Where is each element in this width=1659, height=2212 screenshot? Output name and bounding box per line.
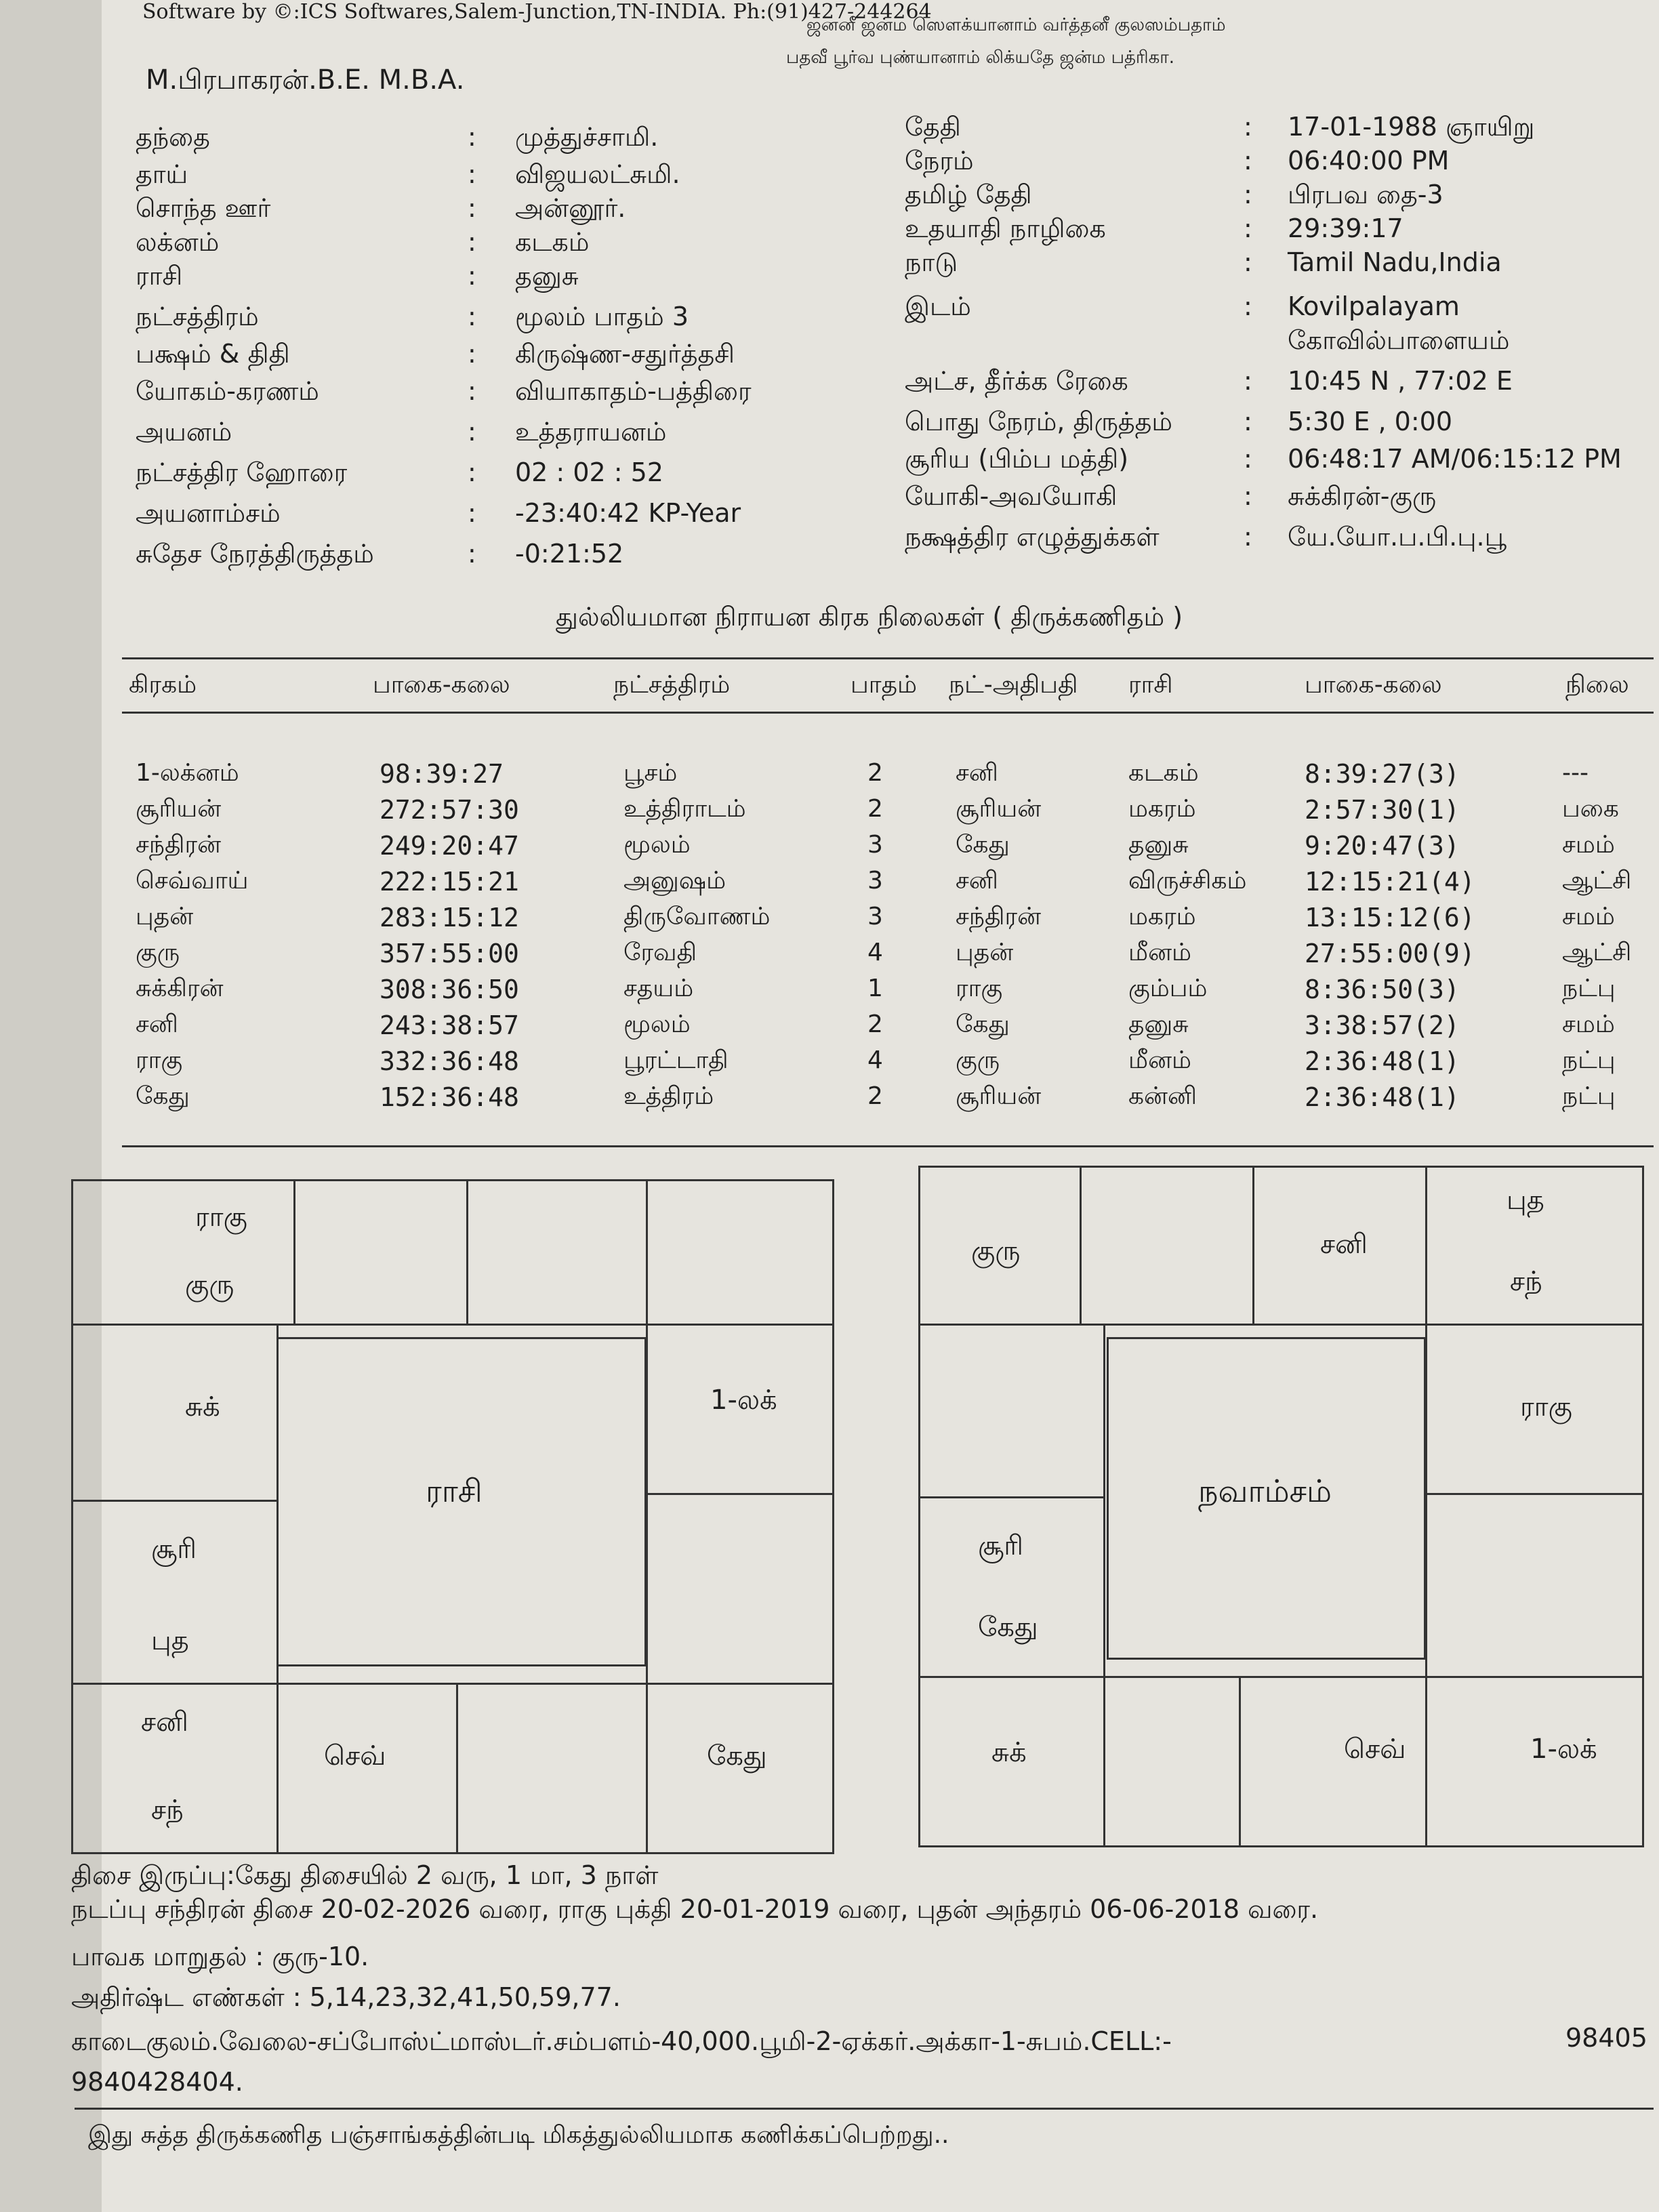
table-column-header: பாகை-கலை: [373, 671, 510, 699]
detail-separator: :: [468, 159, 476, 189]
table-cell: தனுசு: [1128, 1010, 1189, 1038]
table-cell: சனி: [136, 1010, 178, 1038]
table-cell: கடகம்: [1128, 759, 1199, 787]
table-cell: கேது: [956, 831, 1010, 859]
rasi-kumbam-1: சுக்: [185, 1391, 220, 1422]
table-cell: சமம்: [1562, 903, 1615, 930]
detail-separator: :: [1244, 481, 1252, 511]
navamsa-chart-title: நவாம்சம்: [1198, 1473, 1332, 1509]
rasi-chart: [71, 1179, 834, 1854]
detail-value: முத்துச்சாமி.: [515, 122, 659, 152]
detail-value: கிருஷ்ண-சதுர்த்தசி: [515, 339, 735, 369]
detail-label: நட்சத்திரம்: [136, 302, 259, 331]
table-cell: மூலம்: [623, 1010, 691, 1038]
detail-value: 02 : 02 : 52: [515, 457, 663, 487]
table-cell: பூசம்: [623, 759, 678, 787]
detail-separator: :: [1244, 213, 1252, 243]
detail-label: தமிழ் தேதி: [905, 180, 1032, 209]
table-column-header: நட்-அதிபதி: [949, 671, 1078, 699]
detail-separator: :: [1244, 112, 1252, 142]
table-cell: மீனம்: [1128, 1046, 1191, 1074]
table-cell: கன்னி: [1128, 1082, 1197, 1110]
table-cell: ஆட்சி: [1562, 867, 1632, 895]
table-cell: செவ்வாய்: [136, 867, 249, 895]
table-cell: சனி: [956, 867, 998, 895]
dasa-balance: திசை இருப்பு:கேது திசையில் 2 வரு, 1 மா, 3 நாள்: [71, 1860, 659, 1890]
detail-label: யோகம்-கரணம்: [136, 376, 319, 406]
table-cell: 249:20:47: [380, 831, 519, 861]
table-cell: ராகு: [956, 975, 1003, 1002]
table-cell: சூரியன்: [956, 1082, 1042, 1110]
table-cell: உத்திராடம்: [623, 795, 746, 823]
table-cell: 13:15:12(6): [1305, 903, 1475, 933]
current-dasa: நடப்பு சந்திரன் திசை 20-02-2026 வரை, ராகு புக்தி 20-01-2019 வரை, புதன் அந்தரம் 06-06-2018 வரை.: [71, 1894, 1319, 1924]
navamsa-kataham-1: ராகு: [1520, 1391, 1572, 1422]
detail-separator: :: [468, 261, 476, 291]
table-cell: 8:39:27(3): [1305, 759, 1460, 789]
table-cell: மீனம்: [1128, 939, 1191, 966]
table-cell: தனுசு: [1128, 831, 1189, 859]
detail-label: உதயாதி நாழிகை: [905, 213, 1106, 243]
detail-label: நட்சத்திர ஹோரை: [136, 457, 348, 487]
personal-notes: காடைகுலம்.வேலை-சப்போஸ்ட்மாஸ்டர்.சம்பளம்-40,000.பூமி-2-ஏக்கர்.அக்கா-1-சுபம்.CELL:-: [71, 2026, 1172, 2056]
rasi-meenam-1: ராகு: [195, 1202, 247, 1233]
table-cell: 12:15:21(4): [1305, 867, 1475, 897]
astrologer-name: M.பிரபாகரன்.B.E. M.B.A.: [146, 64, 465, 96]
detail-label: யோகி-அவயோகி: [905, 481, 1118, 511]
sanskrit-verse-line-1: ஜனனீ ஜன்ம ஸௌக்யானாம் வர்த்தனீ குலஸம்பதாம்: [806, 15, 1226, 35]
table-cell: 27:55:00(9): [1305, 939, 1475, 968]
navamsa-chart: [918, 1166, 1644, 1847]
detail-separator: :: [468, 457, 476, 487]
table-cell: 98:39:27: [380, 759, 504, 789]
navamsa-thulam-1: செவ்: [1344, 1734, 1406, 1765]
detail-separator: :: [1244, 407, 1252, 436]
table-cell: கேது: [136, 1082, 190, 1110]
table-cell: ரேவதி: [623, 939, 697, 966]
detail-value: 5:30 E , 0:00: [1288, 407, 1452, 436]
table-cell: புதன்: [956, 939, 1014, 966]
table-cell: 308:36:50: [380, 975, 519, 1004]
detail-value: யே.யோ.ப.பி.பு.பூ: [1288, 522, 1507, 552]
navamsa-mithunam-1: புத: [1507, 1185, 1544, 1216]
detail-separator: :: [1244, 444, 1252, 474]
table-cell: சமம்: [1562, 1010, 1615, 1038]
rasi-kataham-1: 1-லக்: [710, 1385, 777, 1416]
navamsa-rishabam-1: சனி: [1320, 1229, 1368, 1260]
detail-value: 17-01-1988 ஞாயிறு: [1288, 112, 1535, 142]
table-cell: குரு: [136, 939, 180, 966]
rasi-dhanusu-2: சந்: [151, 1795, 184, 1826]
table-cell: திருவோணம்: [623, 903, 771, 930]
table-cell: 222:15:21: [380, 867, 519, 897]
detail-separator: :: [1244, 146, 1252, 176]
detail-value: கடகம்: [515, 227, 590, 257]
detail-separator: :: [468, 122, 476, 152]
detail-label: சூரிய (பிம்ப மத்தி): [905, 444, 1129, 474]
detail-separator: :: [468, 227, 476, 257]
rasi-makaram-2: புத: [151, 1625, 189, 1656]
detail-separator: :: [468, 302, 476, 331]
detail-value: பிரபவ தை-3: [1288, 180, 1443, 209]
table-cell: 1: [867, 975, 883, 1002]
table-cell: ராகு: [136, 1046, 183, 1074]
table-cell: சூரியன்: [956, 795, 1042, 823]
rasi-kanni-1: கேது: [707, 1740, 767, 1771]
table-cell: குரு: [956, 1046, 1000, 1074]
table-cell: 2:36:48(1): [1305, 1082, 1460, 1112]
detail-label: நேரம்: [905, 146, 974, 176]
table-cell: நட்பு: [1562, 1082, 1616, 1110]
table-cell: நட்பு: [1562, 1046, 1616, 1074]
table-top-rule: [122, 657, 1654, 659]
table-cell: மகரம்: [1128, 795, 1196, 823]
table-column-header: ராசி: [1128, 671, 1173, 699]
detail-separator: :: [468, 339, 476, 369]
detail-separator: :: [468, 376, 476, 406]
table-cell: சூரியன்: [136, 795, 222, 823]
detail-value: மூலம் பாதம் 3: [515, 302, 689, 331]
table-cell: 3: [867, 867, 883, 895]
detail-value: -23:40:42 KP-Year: [515, 498, 741, 528]
rasi-dhanusu-1: சனி: [141, 1706, 188, 1738]
detail-label: அயனம்: [136, 417, 232, 447]
detail-value: -0:21:52: [515, 539, 624, 569]
table-cell: பூரட்டாதி: [623, 1046, 729, 1074]
navamsa-dhanusu-1: சுக்: [991, 1737, 1027, 1768]
detail-value: விஜயலட்சுமி.: [515, 159, 680, 189]
table-cell: ஆட்சி: [1562, 939, 1632, 966]
table-cell: 1-லக்னம்: [136, 759, 239, 787]
table-column-header: பாகை-கலை: [1305, 671, 1442, 699]
rasi-makaram-1: சூரி: [151, 1534, 197, 1565]
table-cell: சதயம்: [623, 975, 694, 1002]
table-cell: கும்பம்: [1128, 975, 1208, 1002]
detail-separator: :: [468, 193, 476, 223]
detail-separator: :: [1244, 247, 1252, 277]
detail-value: 06:40:00 PM: [1288, 146, 1450, 176]
navamsa-kanni-1: 1-லக்: [1530, 1734, 1597, 1765]
detail-value: சுக்கிரன்-குரு: [1288, 481, 1437, 511]
detail-value: 06:48:17 AM/06:15:12 PM: [1288, 444, 1622, 474]
table-cell: உத்திரம்: [623, 1082, 714, 1110]
table-cell: 2: [867, 1010, 883, 1038]
table-header-rule: [122, 712, 1654, 714]
table-cell: கேது: [956, 1010, 1010, 1038]
table-bottom-rule: [122, 1145, 1654, 1147]
table-cell: 9:20:47(3): [1305, 831, 1460, 861]
table-cell: 2:36:48(1): [1305, 1046, 1460, 1076]
cell-number-partial: 98405: [1565, 2023, 1647, 2053]
detail-separator: :: [1244, 522, 1252, 552]
software-credit: Software by ©:ICS Softwares,Salem-Junction,TN-INDIA. Ph:(91)427-244264: [142, 0, 932, 24]
detail-label: சுதேச நேரத்திருத்தம்: [136, 539, 374, 569]
table-cell: 283:15:12: [380, 903, 519, 933]
table-cell: 3: [867, 831, 883, 859]
accuracy-note: இது சுத்த திருக்கணித பஞ்சாங்கத்தின்படி மிகத்துல்லியமாக கணிக்கப்பெற்றது..: [88, 2121, 949, 2149]
detail-label: தாய்: [136, 159, 188, 189]
detail-separator: :: [1244, 180, 1252, 209]
table-cell: சந்திரன்: [136, 831, 222, 859]
table-column-header: நட்சத்திரம்: [613, 671, 731, 699]
table-cell: மகரம்: [1128, 903, 1196, 930]
detail-label: பொது நேரம், திருத்தம்: [905, 407, 1172, 436]
detail-value: தனுசு: [515, 261, 579, 291]
detail-value: அன்னூர்.: [515, 193, 626, 223]
table-cell: சந்திரன்: [956, 903, 1042, 930]
detail-separator: :: [1244, 366, 1252, 396]
table-cell: பகை: [1562, 795, 1619, 823]
navamsa-mithunam-2: சந்: [1510, 1266, 1542, 1297]
sanskrit-verse-line-2: பதவீ பூர்வ புண்யானாம் லிக்யதே ஜன்ம பத்ரிகா.: [786, 47, 1175, 68]
table-cell: 243:38:57: [380, 1010, 519, 1040]
detail-separator: :: [468, 539, 476, 569]
table-cell: புதன்: [136, 903, 194, 930]
table-column-header: பாதம்: [851, 671, 918, 699]
detail-label: சொந்த ஊர்: [136, 193, 271, 223]
detail-separator: :: [1244, 291, 1252, 321]
table-cell: அனுஷம்: [623, 867, 726, 895]
table-cell: 2: [867, 795, 883, 823]
table-cell: 272:57:30: [380, 795, 519, 825]
table-cell: 4: [867, 1046, 883, 1074]
detail-label: நக்ஷத்திர எழுத்துக்கள்: [905, 522, 1160, 552]
bhava-change: பாவக மாறுதல் : குரு-10.: [71, 1942, 369, 1971]
detail-label: இடம்: [905, 291, 971, 321]
rasi-chart-title: ராசி: [426, 1473, 483, 1509]
detail-value: 29:39:17: [1288, 213, 1404, 243]
detail-label: அட்ச, தீர்க்க ரேகை: [905, 366, 1128, 396]
rasi-viruchigam-1: செவ்: [324, 1740, 386, 1771]
table-cell: விருச்சிகம்: [1128, 867, 1247, 895]
detail-value: வியாகாதம்-பத்திரை: [515, 376, 752, 406]
table-cell: 4: [867, 939, 883, 966]
cell-number: 9840428404.: [71, 2067, 243, 2097]
detail-label: அயனாம்சம்: [136, 498, 281, 528]
detail-label: தேதி: [905, 112, 961, 142]
detail-label: லக்னம்: [136, 227, 220, 257]
detail-value: உத்தராயனம்: [515, 417, 667, 447]
table-cell: மூலம்: [623, 831, 691, 859]
table-cell: 2:57:30(1): [1305, 795, 1460, 825]
table-cell: 3: [867, 903, 883, 930]
planet-table-title: துல்லியமான நிராயன கிரக நிலைகள் ( திருக்கணிதம் ): [556, 602, 1183, 632]
table-cell: சனி: [956, 759, 998, 787]
table-cell: ---: [1562, 759, 1589, 787]
lucky-numbers: அதிர்ஷ்ட எண்கள் : 5,14,23,32,41,50,59,77.: [71, 1982, 621, 2012]
detail-separator: :: [468, 417, 476, 447]
navamsa-meenam-1: குரு: [971, 1235, 1021, 1267]
table-cell: சுக்கிரன்: [136, 975, 224, 1002]
footer-rule: [75, 2108, 1654, 2110]
table-cell: நட்பு: [1562, 975, 1616, 1002]
detail-label: நாடு: [905, 247, 958, 277]
table-cell: 3:38:57(2): [1305, 1010, 1460, 1040]
table-cell: 2: [867, 1082, 883, 1110]
table-cell: சமம்: [1562, 831, 1615, 859]
navamsa-makaram-2: கேது: [978, 1612, 1038, 1643]
detail-value: Kovilpalayam: [1288, 291, 1460, 321]
table-column-header: கிரகம்: [129, 671, 197, 699]
detail-label: தந்தை: [136, 122, 210, 152]
detail-separator: :: [468, 498, 476, 528]
table-cell: 332:36:48: [380, 1046, 519, 1076]
rasi-meenam-2: குரு: [185, 1269, 234, 1300]
navamsa-makaram-1: சூரி: [978, 1530, 1024, 1561]
table-cell: 8:36:50(3): [1305, 975, 1460, 1004]
table-cell: 357:55:00: [380, 939, 519, 968]
detail-value: Tamil Nadu,India: [1288, 247, 1502, 277]
detail-value: கோவில்பாளையம்: [1288, 325, 1510, 355]
detail-value: 10:45 N , 77:02 E: [1288, 366, 1513, 396]
detail-label: பக்ஷம் & திதி: [136, 339, 290, 369]
table-column-header: நிலை: [1565, 671, 1629, 699]
table-cell: 152:36:48: [380, 1082, 519, 1112]
detail-label: ராசி: [136, 261, 183, 291]
table-cell: 2: [867, 759, 883, 787]
